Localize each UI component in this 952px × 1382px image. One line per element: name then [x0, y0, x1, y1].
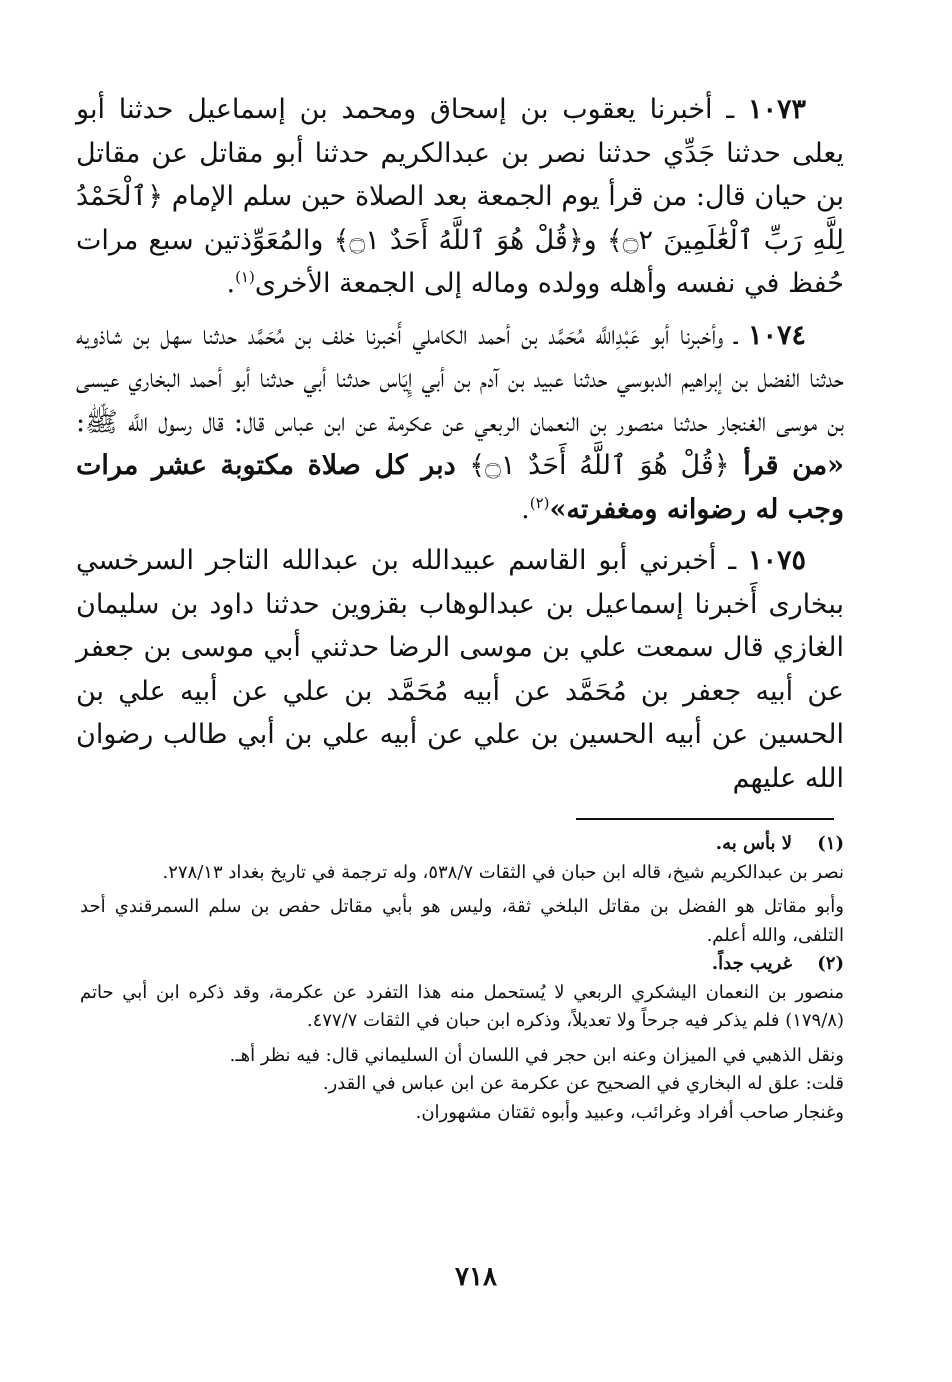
- footnote-heading: [80, 950, 844, 979]
- footnote-line: منصور بن النعمان اليشكري الربعي لا يُستحمل منه هذا التفرد عن عكرمة، وقد ذكره ابن أبي حاتم (١٧٩/٨) فلم يذكر فيه جرحاً ولا تعديلاً، وذكره ابن حبان في الثقات ٤٧٧/٧.: [80, 981, 844, 1031]
- prophetic-saying: «من قرأ: [729, 450, 844, 481]
- footnote-1: [80, 830, 844, 950]
- footnote-line: وغنجار صاحب أفراد وغرائب، وعبيد وأبوه ثقتان مشهوران.: [415, 1101, 844, 1123]
- footnote-line: ونقل الذهبي في الميزان وعنه ابن حجر في اللسان أن السليماني قال: فيه نظر أهـ.: [229, 1044, 844, 1066]
- hadith-number: ١٠٧٣: [747, 94, 806, 125]
- hadith-text: ـ وأخبرنا أبو عَبْدِاللَّه مُحَمَّد بن أحمد الكاملي أَخبرنا خلف بن مُحَمَّد حدثنا سهل بن شاذويه حدثنا الفضل بن إبراهيم الدبوسي حدثنا عبيد بن آدم بن أبي إِيَاس حدثنا أبي حدثنا أبو أحمد البخاري عيسى بن موسى الغنجار حدثنا منصور بن النعمان الربعي عن عكرمة عن ابن عباس قال: قال رسول اللَّه ﷺ:: [76, 319, 844, 438]
- quran-verse: ﴿قُلْ هُوَ ٱللَّهُ أَحَدٌ ۝١﴾: [333, 224, 584, 256]
- footnote-2: [80, 950, 844, 1127]
- footnotes: [80, 830, 844, 1127]
- connector-text: و: [583, 224, 607, 256]
- footnote-line: نصر بن عبدالكريم شيخ، قاله ابن حبان في الثقات ٥٣٨/٧، وله ترجمة في تاريخ بغداد ٢٧٨/١٣.: [162, 861, 844, 883]
- end-punctuation: .: [521, 493, 530, 525]
- main-text: [76, 88, 844, 808]
- hadith-text: ـ أخبرني أبو القاسم عبيدالله بن عبدالله التاجر السرخسي ببخارى أَخبرنا إسماعيل بن عبدالوهاب بقزوين حدثنا داود بن سليمان الغازي قال سمعت علي بن موسى الرضا حدثني أبي موسى بن جعفر عن أبيه جعفر بن مُحَمَّد عن أبيه مُحَمَّد بن علي عن أبيه علي بن الحسين عن أبيه الحسين بن علي عن أبيه علي بن أبي طالب رضوان الله عليهم: [76, 545, 844, 794]
- footnote-number: (١): [817, 833, 844, 854]
- footnote-line: قلت: علق له البخاري في الصحيح عن عكرمة عن ابن عباس في القدر.: [322, 1073, 844, 1094]
- hadith-number: ١٠٧٤: [747, 319, 806, 351]
- hadith-text: والمُعَوِّذتين سبع مرات حُفظ في نفسه وأهله وولده وماله إلى الجمعة الأخرى: [76, 224, 844, 299]
- hadith-1073: [76, 88, 844, 306]
- footnote-number: (٢): [817, 953, 844, 974]
- footnote-reference[interactable]: (١): [235, 268, 255, 286]
- footnote-reference[interactable]: (٢): [529, 493, 550, 512]
- footnote-separator: [576, 818, 834, 820]
- hadith-text: ـ أخبرنا يعقوب بن إسحاق ومحمد بن إسماعيل حدثنا أبو يعلى حدثنا جَدِّي حدثنا نصر بن عبدالكريم حدثنا أبو مقاتل عن مقاتل بن حيان قال: من قرأ يوم الجمعة بعد الصلاة حين سلم الإمام: [76, 94, 844, 212]
- hadith-1075: [76, 539, 844, 800]
- end-punctuation: .: [226, 268, 236, 299]
- hadith-number: ١٠٧٥: [747, 545, 806, 576]
- quran-verse: ﴿قُلْ هُوَ ٱللَّهُ أَحَدٌ ۝١﴾: [469, 450, 730, 481]
- footnote-heading: [80, 830, 844, 859]
- hadith-1074: [76, 314, 844, 532]
- quran-verse: ﴿ٱلْحَمْدُ لِلَّهِ رَبِّ ٱلْعَٰلَمِينَ ۝٢﴾: [76, 181, 844, 256]
- page-number: ٧١٨: [455, 1262, 497, 1292]
- prophetic-saying: دبر كل صلاة مكتوبة عشر مرات وجب له رضوانه ومغفرته»: [76, 450, 844, 525]
- footnote-grade: غريب جداً.: [711, 953, 792, 974]
- footnote-line: وأبو مقاتل هو الفضل بن مقاتل البلخي ثقة، وليس هو بأبي مقاتل حفص بن سلم السمرقندي أحد التلفى، والله أعلم.: [80, 896, 844, 946]
- footnote-grade: لا بأس به.: [715, 833, 792, 854]
